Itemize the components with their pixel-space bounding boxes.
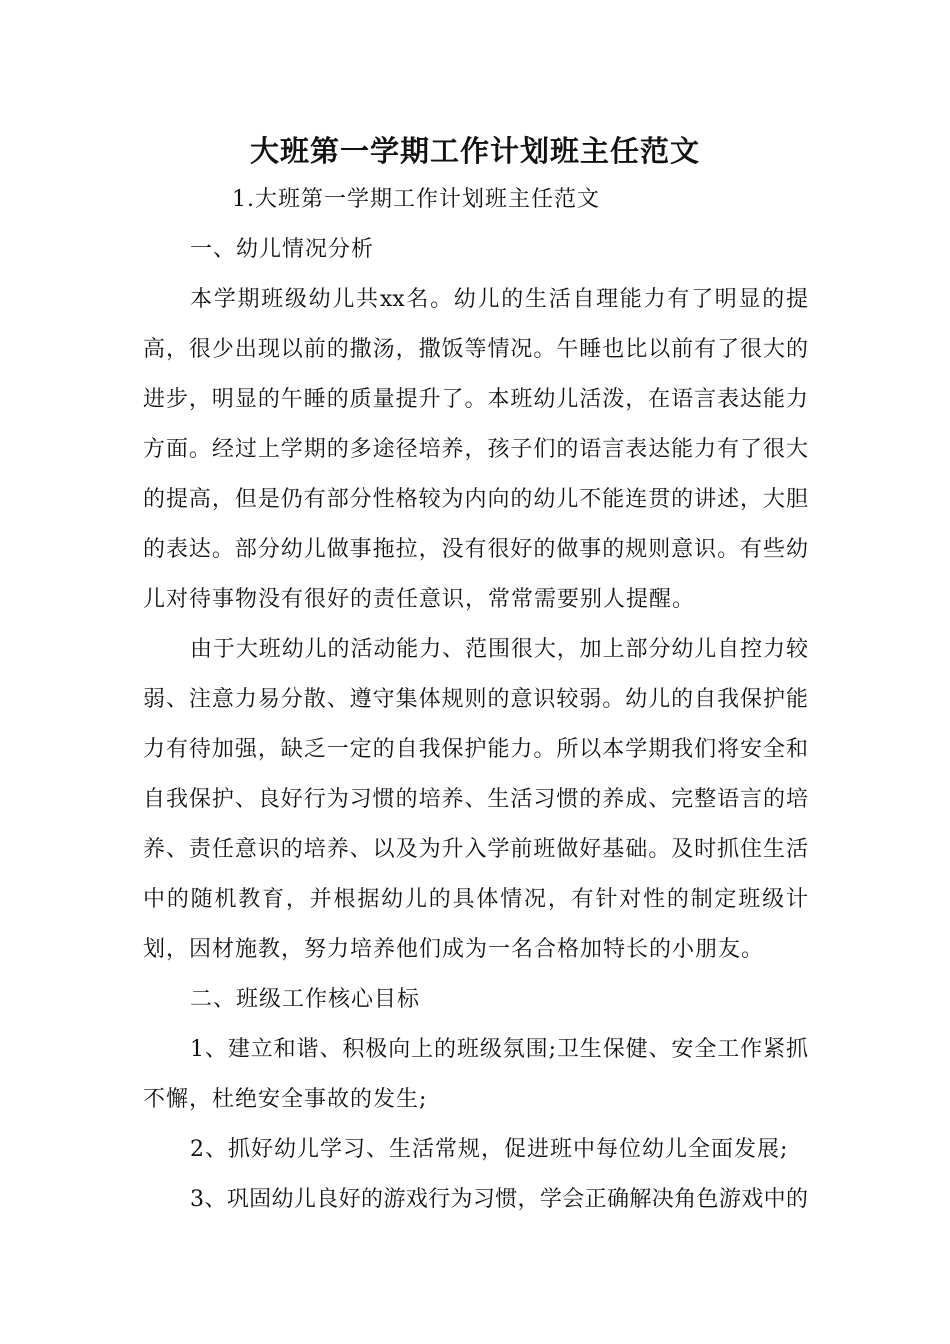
paragraph-2-line: 划，因材施教，努力培养他们成为一名合格加特长的小朋友。: [143, 937, 765, 962]
goal-3-line: 3、巩固幼儿良好的游戏行为习惯，学会正确解决角色游戏中的: [190, 1187, 808, 1212]
section-heading-2: 二、班级工作核心目标: [190, 987, 421, 1012]
paragraph-1-line: 本学期班级幼儿共xx名。幼儿的生活自理能力有了明显的提: [190, 287, 808, 312]
section-heading-1: 一、幼儿情况分析: [190, 237, 375, 262]
paragraph-1-line: 方面。经过上学期的多途径培养，孩子们的语言表达能力有了很大: [143, 437, 808, 462]
paragraph-1-line: 高，很少出现以前的撒汤，撒饭等情况。午睡也比以前有了很大的: [143, 337, 808, 362]
goal-1-line: 1、建立和谐、积极向上的班级氛围;卫生保健、安全工作紧抓: [190, 1037, 808, 1062]
document-title: 大班第一学期工作计划班主任范文: [249, 134, 700, 168]
paragraph-2-line: 中的随机教育，并根据幼儿的具体情况，有针对性的制定班级计: [143, 887, 808, 912]
paragraph-1-line: 儿对待事物没有很好的责任意识，常常需要别人提醒。: [143, 587, 696, 612]
paragraph-1-line: 的提高，但是仍有部分性格较为内向的幼儿不能连贯的讲述，大胆: [143, 487, 808, 512]
paragraph-2-line: 养、责任意识的培养、以及为升入学前班做好基础。及时抓住生活: [143, 837, 808, 862]
paragraph-2-line: 由于大班幼儿的活动能力、范围很大，加上部分幼儿自控力较: [190, 637, 808, 662]
document-subtitle: 1.大班第一学期工作计划班主任范文: [232, 187, 600, 212]
paragraph-1-line: 的表达。部分幼儿做事拖拉，没有很好的做事的规则意识。有些幼: [143, 537, 808, 562]
paragraph-2-line: 力有待加强，缺乏一定的自我保护能力。所以本学期我们将安全和: [143, 737, 808, 762]
goal-1-line: 不懈，杜绝安全事故的发生;: [143, 1087, 428, 1112]
paragraph-2-line: 自我保护、良好行为习惯的培养、生活习惯的养成、完整语言的培: [143, 787, 808, 812]
paragraph-2-line: 弱、注意力易分散、遵守集体规则的意识较弱。幼儿的自我保护能: [143, 687, 808, 712]
paragraph-1-line: 进步，明显的午睡的质量提升了。本班幼儿活泼，在语言表达能力: [143, 387, 808, 412]
goal-2-line: 2、抓好幼儿学习、生活常规，促进班中每位幼儿全面发展;: [190, 1137, 789, 1162]
